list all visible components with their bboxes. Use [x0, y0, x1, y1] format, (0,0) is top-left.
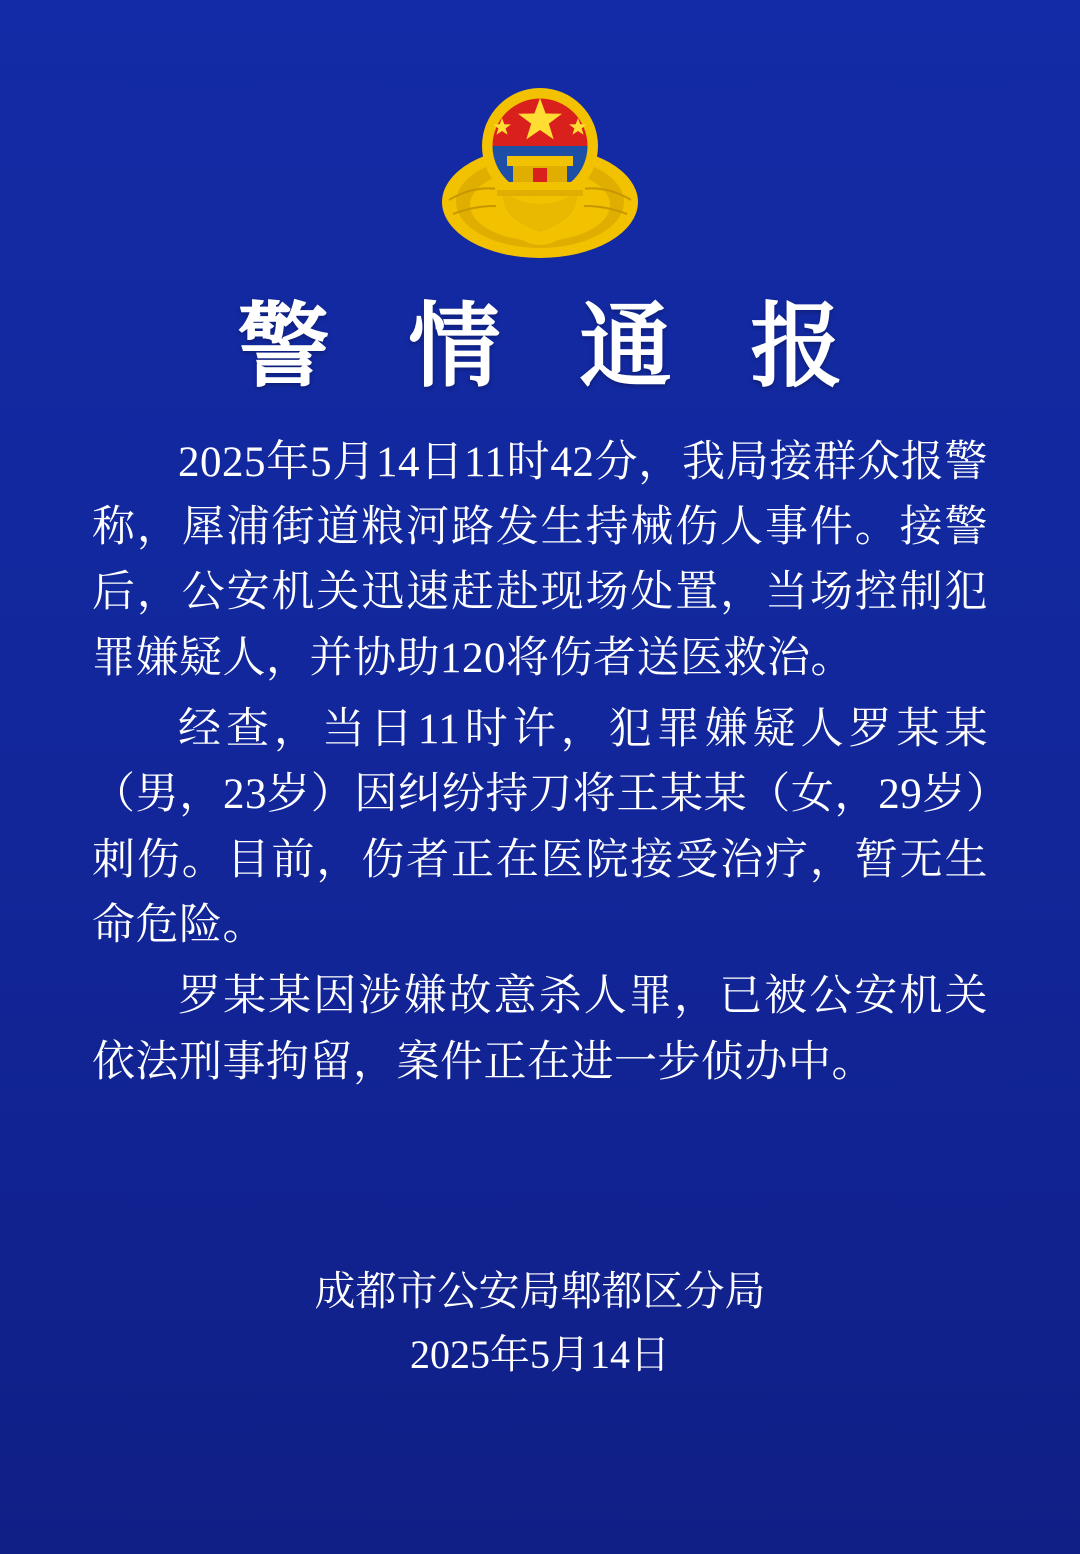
notice-paragraph-2: 经查，当日11时许，犯罪嫌疑人罗某某（男，23岁）因纠纷持刀将王某某（女，29岁）刺伤。目前，伤者正在医院接受治疗，暂无生命危险。 — [92, 706, 988, 950]
emblem-container — [0, 0, 1080, 269]
issuing-authority: 成都市公安局郫都区分局 — [314, 1268, 766, 1315]
notice-paragraph-1: 2025年5月14日11时42分，我局接群众报警称，犀浦街道粮河路发生持械伤人事件。接警后，公安机关迅速赶赴现场处置，当场控制犯罪嫌疑人，并协助120将伤者送医救治。 — [92, 438, 988, 682]
china-police-badge-icon — [435, 74, 645, 269]
signature-block — [0, 1260, 1080, 1386]
notice-paragraph-3: 罗某某因涉嫌故意杀人罪，已被公安机关依法刑事拘留，案件正在进一步侦办中。 — [92, 973, 988, 1086]
notice-body — [92, 430, 988, 1096]
issue-date: 2025年5月14日 — [410, 1332, 670, 1377]
page-title: 警 情 通 报 — [237, 296, 871, 398]
